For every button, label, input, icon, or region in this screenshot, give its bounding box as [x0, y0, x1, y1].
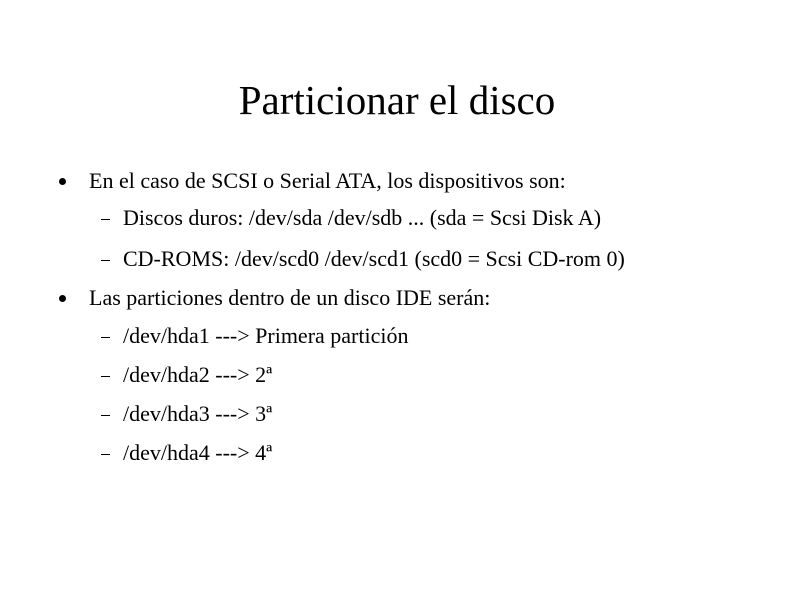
sub-bullet-text: /dev/hda4 ---> 4ª	[123, 440, 273, 465]
sub-bullet-text: /dev/hda1 ---> Primera partición	[123, 323, 409, 348]
dash-bullet-icon	[101, 454, 110, 455]
slide-title: Particionar el disco	[238, 77, 556, 123]
bullet-text: Las particiones dentro de un disco IDE serán:	[89, 285, 491, 310]
sub-bullet-text: /dev/hda2 ---> 2ª	[123, 362, 273, 387]
dash-bullet-icon	[101, 260, 110, 261]
dash-bullet-icon	[101, 376, 110, 377]
dash-bullet-icon	[101, 337, 110, 338]
bullet-text: En el caso de SCSI o Serial ATA, los dispositivos son:	[89, 168, 566, 193]
sub-bullet-text: Discos duros: /dev/sda /dev/sdb ... (sda = Scsi Disk A)	[123, 205, 602, 230]
dash-bullet-icon	[101, 219, 110, 220]
bullet-dot-icon	[59, 295, 66, 302]
bullet-dot-icon	[59, 178, 66, 185]
sub-bullet-text: /dev/hda3 ---> 3ª	[123, 401, 273, 426]
sub-bullet-text: CD-ROMS: /dev/scd0 /dev/scd1 (scd0 = Scsi CD-rom 0)	[123, 246, 625, 271]
dash-bullet-icon	[101, 415, 110, 416]
